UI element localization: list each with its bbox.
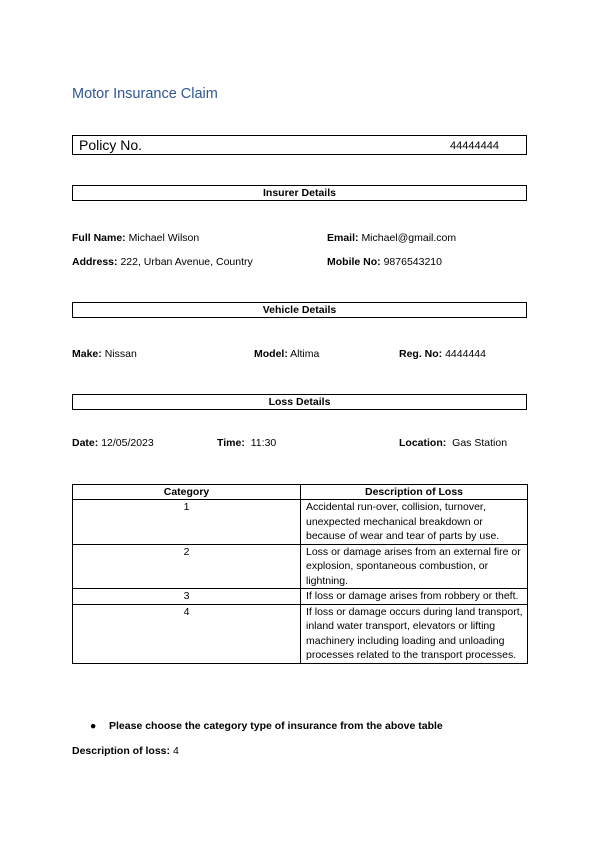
table-row [73,589,528,605]
category-cell: 4 [73,604,301,663]
email-label: Email: [327,232,359,244]
mobile-label: Mobile No: [327,256,381,268]
category-header: Category [73,485,301,500]
address-label: Address: [72,256,118,268]
email-value: Michael@gmail.com [361,232,457,244]
description-cell: If loss or damage arises from robbery or theft. [301,589,528,605]
loss-category-table [72,484,528,664]
date-value: 12/05/2023 [101,437,154,449]
insurer-details-heading: Insurer Details [72,185,527,201]
description-of-loss-value: 4 [172,745,179,757]
full-name-label: Full Name: [72,232,126,244]
time-value: 11:30 [250,437,277,449]
mobile-value: 9876543210 [383,256,442,268]
description-cell: Loss or damage arises from an external fire or explosion, spontaneous combustion, or lightning. [301,544,528,589]
time-label: Time: [217,437,245,449]
description-header: Description of Loss [301,485,528,500]
address-field [72,256,253,268]
model-value: Altima [290,348,320,360]
policy-number-label: Policy No. [79,137,143,153]
category-cell: 2 [73,544,301,589]
model-label: Model: [254,348,288,360]
make-field [72,348,137,360]
time-field [217,437,276,449]
mobile-field [327,256,442,268]
document-title: Motor Insurance Claim [72,86,218,102]
table-header-row [73,485,528,500]
location-field [399,437,507,449]
bullet-icon: ● [90,720,97,732]
description-of-loss-field [72,745,179,757]
policy-number-box [72,135,527,155]
address-value: 222, Urban Avenue, Country [120,256,253,268]
model-field [254,348,319,360]
category-cell: 1 [73,500,301,545]
full-name-value: Michael Wilson [128,232,200,244]
reg-no-label: Reg. No: [399,348,443,360]
policy-number-value: 44444444 [450,140,499,152]
reg-no-value: 4444444 [445,348,486,360]
reg-no-field [399,348,486,360]
table-row [73,500,528,545]
full-name-field [72,232,199,244]
description-cell: If loss or damage occurs during land transport, inland water transport, elevators or lifting machinery including loading and unloading processes related to the transport processes. [301,604,528,663]
location-value: Gas Station [452,437,508,449]
location-label: Location: [399,437,447,449]
email-field [327,232,456,244]
category-cell: 3 [73,589,301,605]
loss-details-heading: Loss Details [72,394,527,410]
make-value: Nissan [104,348,137,360]
table-row [73,604,528,663]
instruction-text: Please choose the category type of insurance from the above table [109,720,443,732]
make-label: Make: [72,348,102,360]
date-field [72,437,154,449]
description-cell: Accidental run-over, collision, turnover, unexpected mechanical breakdown or because of wear and tear of parts by use. [301,500,528,545]
description-of-loss-label: Description of loss: [72,745,171,757]
table-row [73,544,528,589]
date-label: Date: [72,437,99,449]
vehicle-details-heading: Vehicle Details [72,302,527,318]
